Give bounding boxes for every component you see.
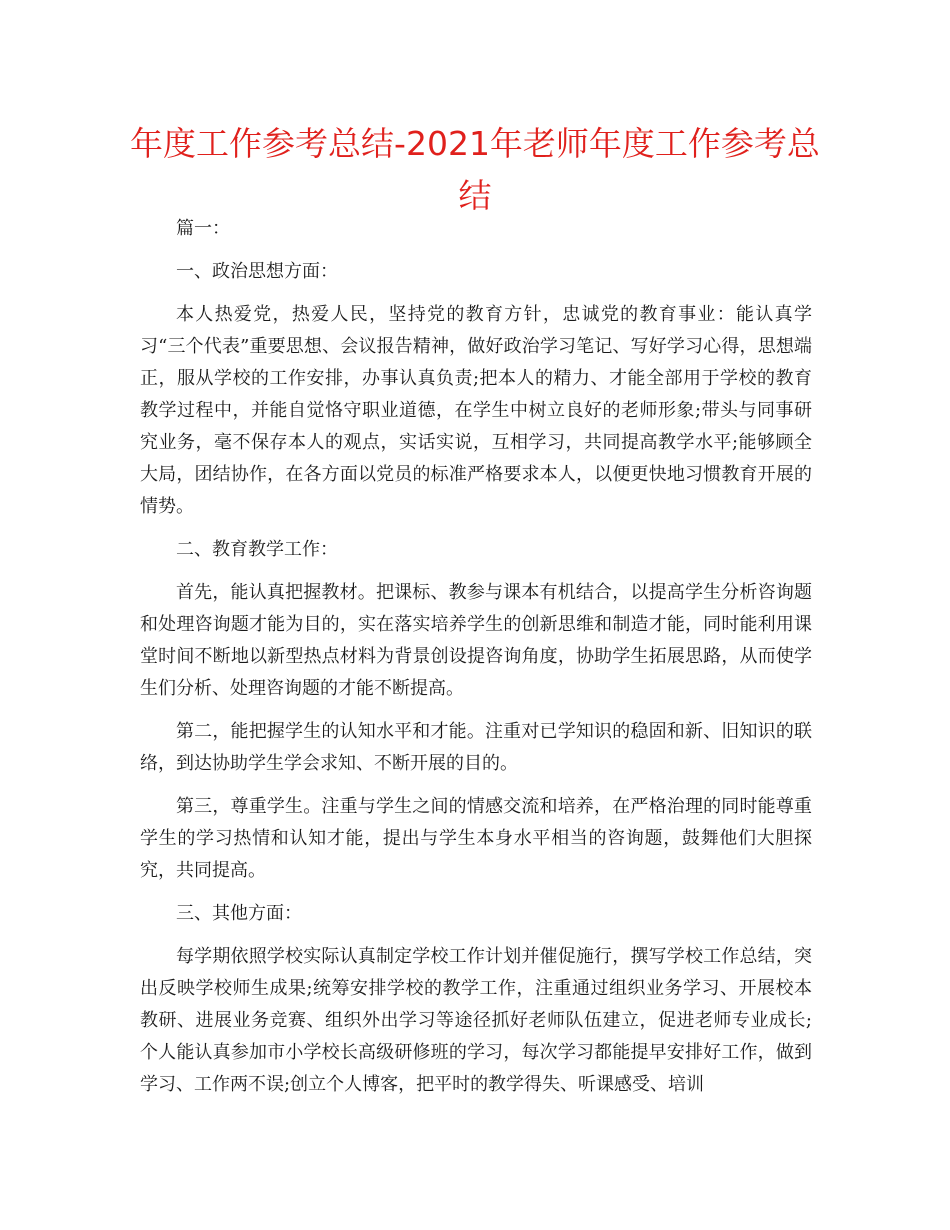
paragraph-other: 每学期依照学校实际认真制定学校工作计划并催促施行，撰写学校工作总结，突出反映学校师生成果;统筹安排学校的教学工作，注重通过组织业务学习、开展校本教研、进展业务竞赛、组织外出学习等途径抓好老师队伍建立，促进老师专业成长;个人能认真参加市小学校长高级研修班的学习，每次学习都能提早安排好工作，做到学习、工作两不误;创立个人博客，把平时的教学得失、听课感受、培训 — [140, 946, 812, 1095]
heading-political: 一、政治思想方面： — [176, 261, 338, 282]
document-body — [140, 213, 812, 1112]
document-title: 年度工作参考总结-2021年老师年度工作参考总结 — [130, 124, 820, 215]
paragraph-political: 本人热爱党，热爱人民，坚持党的教育方针，忠诚党的教育事业：能认真学习“三个代表”重要思想、会议报告精神，做好政治学习笔记、写好学习心得，思想端正，服从学校的工作安排，办事认真负责;把本人的精力、才能全部用于学校的教育教学过程中，并能自觉恪守职业道德，在学生中树立良好的老师形象;带头与同事研究业务，毫不保存本人的观点，实话实说，互相学习，共同提高教学水平;能够顾全大局，团结协作，在各方面以党员的标准严格要求本人，以便更快地习惯教育开展的情势。 — [140, 304, 812, 517]
heading-other: 三、其他方面： — [176, 903, 302, 924]
paragraph-teaching-first: 首先，能认真把握教材。把课标、教参与课本有机结合，以提高学生分析咨询题和处理咨询题才能为目的，实在落实培养学生的创新思维和制造才能，同时能利用课堂时间不断地以新型热点材料为背景创设提咨询角度，协助学生拓展思路，从而使学生们分析、处理咨询题的才能不断提高。 — [140, 582, 812, 699]
section-label: 篇一： — [176, 218, 230, 239]
paragraph-teaching-second: 第二，能把握学生的认知水平和才能。注重对已学知识的稳固和新、旧知识的联络，到达协助学生学会求知、不断开展的目的。 — [140, 721, 812, 774]
heading-teaching: 二、教育教学工作： — [176, 539, 338, 560]
paragraph-teaching-third: 第三，尊重学生。注重与学生之间的情感交流和培养，在严格治理的同时能尊重学生的学习热情和认知才能，提出与学生本身水平相当的咨询题，鼓舞他们大胆探究，共同提高。 — [140, 796, 812, 881]
